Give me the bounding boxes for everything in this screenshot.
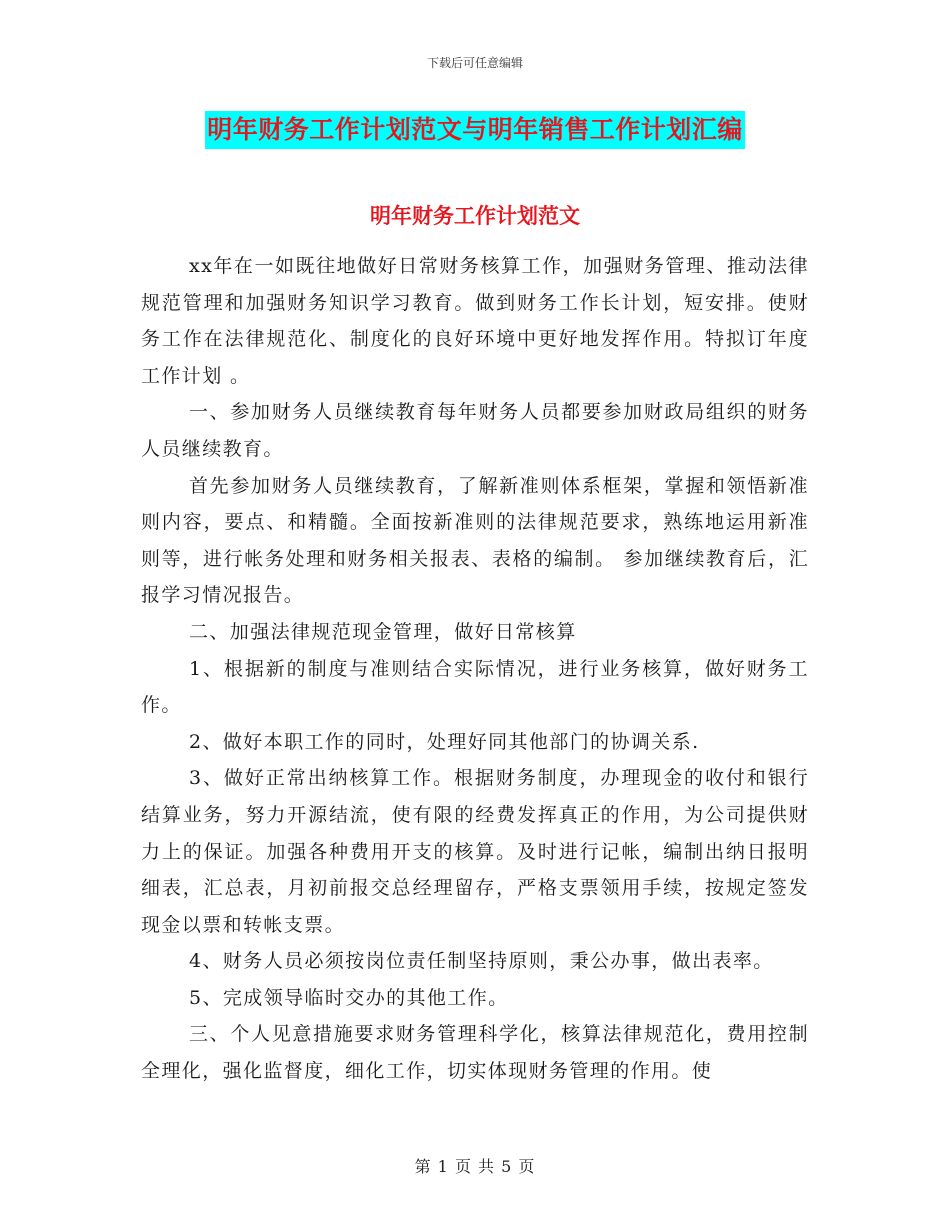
paragraph-subitem-3: 3、做好正常出纳核算工作。根据财务制度，办理现金的收付和银行结算业务，努力开源结流，使有限的经费发挥真正的作用，为公司提供财力上的保证。加强各种费用开支的核算。及时进行记帐，编制出纳日报明细表，汇总表，月初前报交总经理留存，严格支票领用手续，按规定签发现金以票和转帐支票。 <box>141 767 809 936</box>
paragraph-intro: xx年在一如既往地做好日常财务核算工作，加强财务管理、推动法律规范管理和加强财务知识学习教育。做到财务工作长计划，短安排。使财务工作在法律规范化、制度化的良好环境中更好地发挥作用。特拟订年度工作计划 。 <box>141 255 809 387</box>
paragraph-subitem-1: 1、根据新的制度与准则结合实际情况，进行业务核算，做好财务工作。 <box>141 657 809 717</box>
paragraph-continuing-education: 首先参加财务人员继续教育，了解新准则体系框架，掌握和领悟新准则内容，要点、和精髓。全面按新准则的法律规范要求，熟练地运用新准则等，进行帐务处理和财务相关报表、表格的编制。 参加继续教育后，汇报学习情况报告。 <box>141 474 809 607</box>
document-title: 明年财务工作计划范文与明年销售工作计划汇编 <box>205 111 745 149</box>
paragraph-subitem-5: 5、完成领导临时交办的其他工作。 <box>189 986 509 1009</box>
page-footer-number: 第 1 页 共 5 页 <box>414 1157 536 1176</box>
paragraph-item-2-heading: 二、加强法律规范现金管理，做好日常核算 <box>189 620 577 643</box>
paragraph-item-3-heading: 三、个人见意措施要求财务管理科学化，核算法律规范化，费用控制全理化，强化监督度，细化工作，切实体现财务管理的作用。使 <box>141 1023 809 1083</box>
document-body <box>141 248 809 1090</box>
document-title-container <box>0 111 950 149</box>
paragraph-subitem-2: 2、做好本职工作的同时，处理好同其他部门的协调关系. <box>189 730 700 753</box>
section-title: 明年财务工作计划范文 <box>370 203 580 228</box>
paragraph-item-1-heading: 一、参加财务人员继续教育每年财务人员都要参加财政局组织的财务人员继续教育。 <box>141 401 809 460</box>
paragraph-subitem-4: 4、财务人员必须按岗位责任制坚持原则，秉公办事，做出表率。 <box>189 950 774 973</box>
page-header-note: 下载后可任意编辑 <box>426 56 523 70</box>
